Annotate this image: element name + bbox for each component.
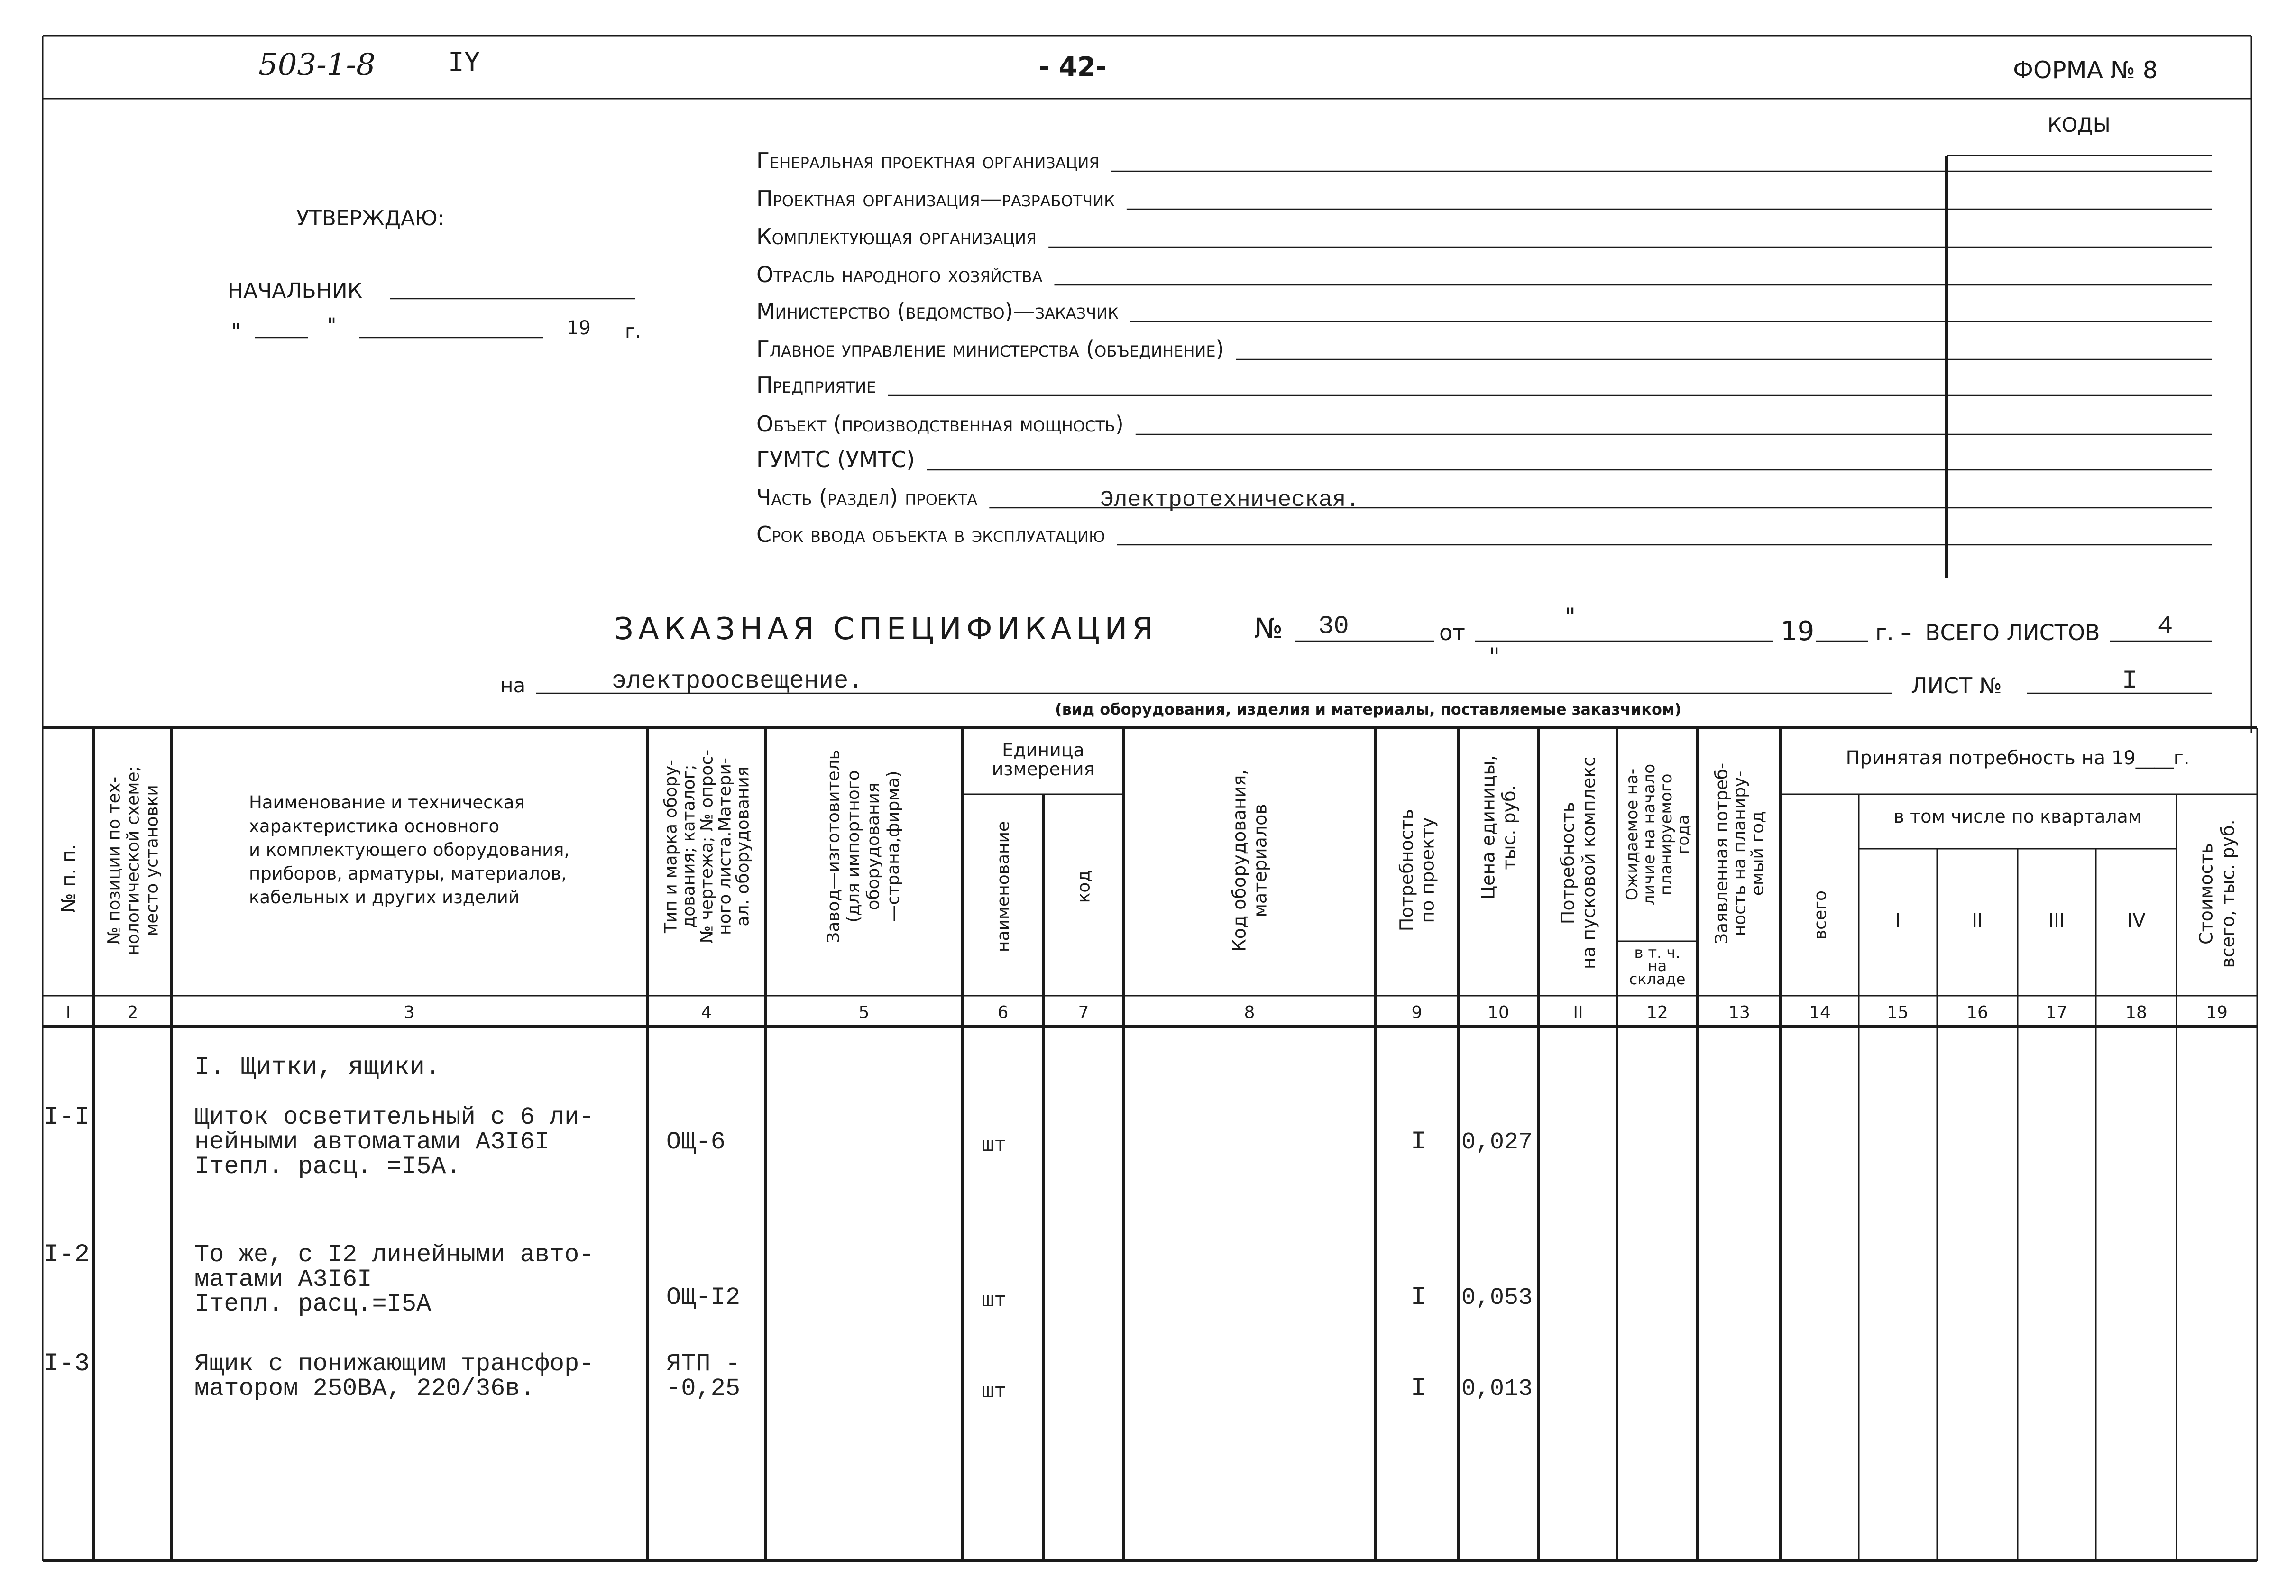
table-row <box>44 1240 1533 1318</box>
org-field-label: Проектная организация—разработчик <box>756 186 1115 211</box>
col-number: 8 <box>1244 1003 1255 1022</box>
col-number: 19 <box>2206 1003 2228 1022</box>
row-price: 0,053 <box>1461 1284 1533 1312</box>
date-quote-open: " <box>231 319 241 342</box>
col-number: 3 <box>404 1003 415 1022</box>
spec-number-label: № <box>1254 612 1283 644</box>
col-header-equipment-code: Код оборудования,материалов <box>1229 769 1271 952</box>
col-number: 14 <box>1809 1003 1831 1022</box>
row-type: ЯТП - <box>666 1350 741 1378</box>
row-name-line: матором 250ВА, 220/36в. <box>194 1375 535 1403</box>
col-header-accepted-need: Принятая потребность на 19____г. <box>1846 747 2190 769</box>
date-year-prefix: 19 <box>567 317 591 339</box>
page-number: - 42- <box>1038 52 1107 83</box>
col-header-manufacturer: Завод—изготовитель(для импортногооборудования—страна,фирма) <box>824 750 903 943</box>
row-name-line: нейными автоматами А3I6I <box>194 1128 550 1156</box>
col-header-unit-code: код <box>1074 870 1094 903</box>
total-sheets-label: ВСЕГО ЛИСТОВ <box>1925 620 2100 645</box>
col-number: 4 <box>701 1003 712 1022</box>
col-header-quarters: в том числе по кварталам <box>1893 806 2142 827</box>
spec-from-label: от <box>1439 620 1465 645</box>
row-price: 0,013 <box>1461 1376 1533 1403</box>
col-header-need-by-project: Потребностьпо проекту <box>1396 808 1438 932</box>
col-header-launch-need: Потребностьна пусковой комплекс <box>1557 756 1599 970</box>
col-header-unit-price: Цена единицы,тыс. руб. <box>1478 755 1520 900</box>
col-number: 5 <box>858 1003 870 1022</box>
row-name-line: Щиток осветительный с 6 ли- <box>194 1103 594 1131</box>
row-quantity: I <box>1411 1374 1426 1403</box>
col-number: 18 <box>2125 1003 2147 1022</box>
org-field-label: Срок ввода объекта в эксплуатацию <box>756 522 1105 547</box>
row-type: -0,25 <box>666 1375 741 1403</box>
col-header-unit-group: Единица измерения <box>992 740 1095 780</box>
col-number: 13 <box>1728 1003 1750 1022</box>
col-number: 7 <box>1078 1003 1089 1022</box>
col-header-quarter: IV <box>2127 910 2146 932</box>
col-header-cost: Стоимостьвсего, тыс. руб. <box>2195 819 2239 968</box>
chief-label: НАЧАЛЬНИК <box>228 279 362 303</box>
form-number: ФОРМА № 8 <box>2013 56 2158 84</box>
org-field-label: Главное управление министерства (объединение) <box>756 336 1224 362</box>
spec-year-prefix: 19 <box>1781 616 1815 647</box>
row-position: I-2 <box>44 1240 90 1269</box>
row-name-line: Iтепл. расц. =I5А. <box>194 1153 461 1181</box>
spec-subject-hint: (вид оборудования, изделия и материалы, поставляемые заказчиком) <box>1055 700 1681 718</box>
row-unit: шт <box>982 1134 1007 1157</box>
row-price: 0,027 <box>1461 1129 1533 1156</box>
col-header-quarter: I <box>1895 910 1901 932</box>
approval-title: УТВЕРЖДАЮ: <box>296 206 445 230</box>
col-number: II <box>1573 1003 1583 1022</box>
row-name-line: Ящик с понижающим трансфор- <box>194 1350 594 1378</box>
org-field-label: Генеральная проектная организация <box>756 148 1100 174</box>
col-header-quarter: II <box>1972 910 1983 932</box>
col-number: 2 <box>127 1003 138 1022</box>
table-row <box>44 1349 1533 1404</box>
col-header-unit-name: наименование <box>993 821 1013 953</box>
series-number: 503-1-8 <box>258 47 376 83</box>
col-number: 6 <box>997 1003 1009 1022</box>
spec-title: ЗАКАЗНАЯ СПЕЦИФИКАЦИЯ <box>614 612 1158 647</box>
date-quote-close: " <box>327 313 337 337</box>
page-header <box>258 47 2158 84</box>
col-header-type: Тип и марка обору-дования; каталог;№ чертежа; № опрос-ного листа.Матери-ал. оборудования <box>661 749 753 944</box>
col-header-name: Наименование и техническая характеристика основного и комплектующего оборудования, приборов, арматуры, материалов, кабельных и других изделий <box>249 792 570 908</box>
organization-fields <box>756 113 2212 578</box>
spec-date-quote-1: " <box>1565 603 1576 631</box>
col-header-expected-stock: Ожидаемое на-личие на началопланируемогогода <box>1622 763 1693 906</box>
spec-number: 30 <box>1318 612 1349 641</box>
col-number: I <box>65 1003 71 1022</box>
org-field-label: Комплектующая организация <box>756 224 1037 249</box>
row-name-line: матами А3I6I <box>194 1266 372 1293</box>
spec-subject: электроосвещение. <box>612 667 863 695</box>
total-sheets-value: 4 <box>2158 612 2173 641</box>
spec-year-suffix: г. – <box>1875 620 1912 645</box>
col-number: 10 <box>1488 1003 1509 1022</box>
spec-on-label: на <box>500 674 526 697</box>
table-row <box>44 1103 1533 1181</box>
col-number: 9 <box>1411 1003 1423 1022</box>
row-position: I-3 <box>44 1349 90 1378</box>
col-header-declared-need: Заявленная потреб-ность на планиру-емый год <box>1712 762 1768 945</box>
org-field-label: Отрасль народного хозяйства <box>756 262 1043 287</box>
org-field-label: Министерство (ведомство)—заказчик <box>756 298 1119 324</box>
org-field-value: Электротехническая. <box>1100 487 1360 513</box>
col-number: 17 <box>2046 1003 2067 1022</box>
row-quantity: I <box>1411 1283 1426 1312</box>
spec-date-quote-2: " <box>1489 643 1500 670</box>
section-heading: I. Щитки, ящики. <box>194 1053 441 1082</box>
org-field-label: Объект (производственная мощность) <box>756 411 1124 437</box>
row-name-line: То же, с I2 линейными авто- <box>194 1241 594 1269</box>
col-header-total: всего <box>1810 890 1830 940</box>
org-field-label: Часть (раздел) проекта <box>756 485 978 510</box>
approval-block <box>228 206 641 342</box>
col-number: 15 <box>1887 1003 1909 1022</box>
row-unit: шт <box>982 1380 1007 1404</box>
volume-number: IY <box>448 47 480 78</box>
title-block <box>500 603 2212 718</box>
row-type: ОЩ-6 <box>666 1128 726 1156</box>
row-name-line: Iтепл. расц.=I5А <box>194 1290 432 1318</box>
org-field-label: Предприятие <box>756 372 876 398</box>
row-unit: шт <box>982 1289 1007 1313</box>
col-header-position: № позиции по тех-нологической схеме;место установки <box>104 766 162 955</box>
col-header-quarter: III <box>2048 910 2065 932</box>
row-position: I-I <box>44 1103 90 1132</box>
spec-table <box>43 728 2257 1561</box>
codes-label: КОДЫ <box>2048 113 2111 137</box>
sheet-number-value: I <box>2122 667 2138 696</box>
col-number: 16 <box>1966 1003 1988 1022</box>
org-field-label: ГУМТС (УМТС) <box>756 447 915 472</box>
col-header-warehouse: в т. ч. на складе <box>1629 944 1686 988</box>
row-type: ОЩ-I2 <box>666 1284 741 1312</box>
row-quantity: I <box>1411 1128 1426 1156</box>
sheet-number-label: ЛИСТ № <box>1911 673 2002 698</box>
col-header-number: № п. п. <box>58 844 80 913</box>
col-number: 12 <box>1646 1003 1668 1022</box>
date-year-suffix: г. <box>625 321 641 342</box>
